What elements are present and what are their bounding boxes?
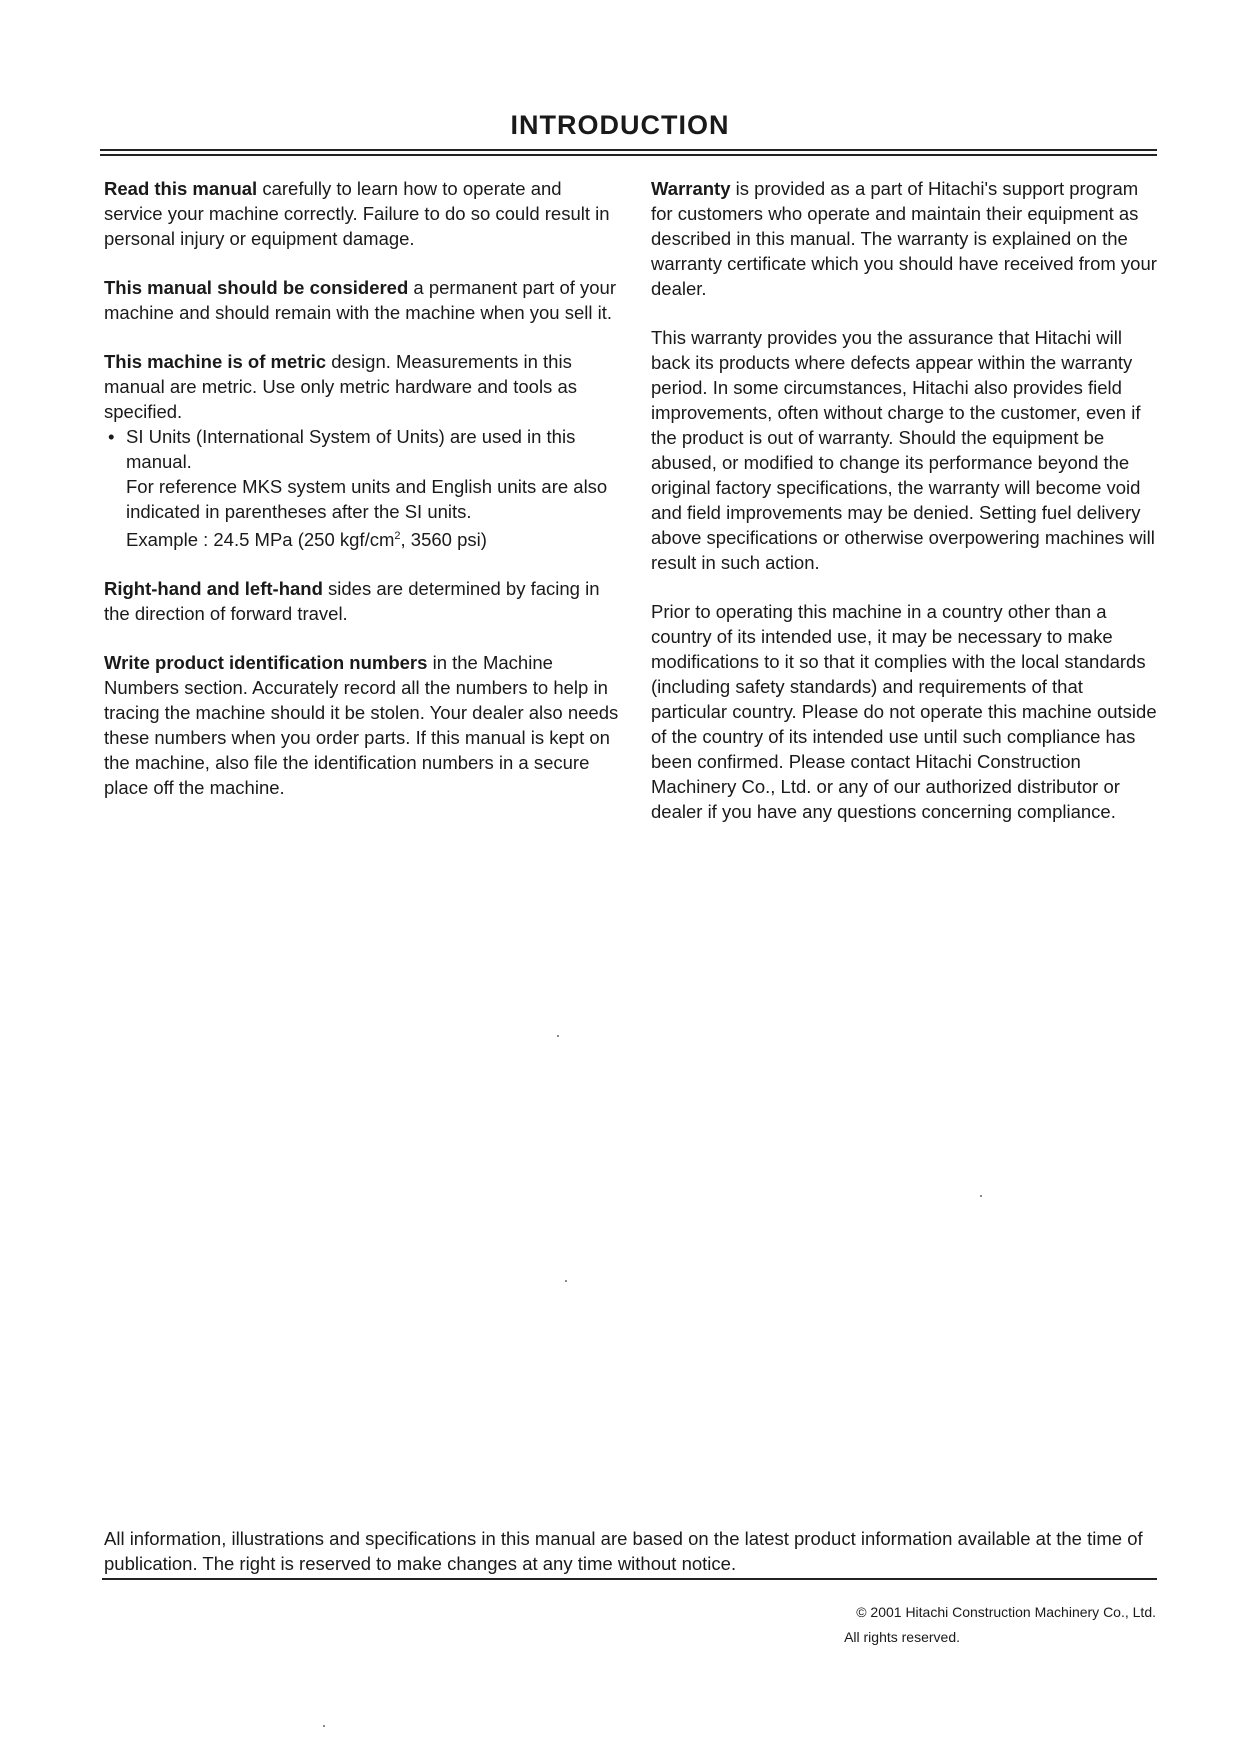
page-title: INTRODUCTION <box>510 110 730 140</box>
identification-heading: Write product identification numbers <box>104 652 428 674</box>
si-units-line: • SI Units (International System of Units) are used in this manual. <box>126 426 576 472</box>
scan-speck <box>557 1035 559 1037</box>
units-example-line <box>126 524 624 552</box>
si-units-list <box>104 424 624 552</box>
scan-speck <box>323 1725 325 1727</box>
left-column <box>104 176 624 824</box>
units-example-post: , 3560 psi) <box>400 529 487 551</box>
identification-paragraph <box>104 650 624 800</box>
permanent-part-paragraph <box>104 275 624 325</box>
country-compliance-paragraph: Prior to operating this machine in a country other than a country of its intended use, it may be necessary to make modifications to it so that it complies with the local standards (including safety standards) and requirements of that particular country. Please do not operate this machine outside of the country of its intended use until such compliance has been confirmed. Please contact Hitachi Construction Machinery Co., Ltd. or any of our authorized distributor or dealer if you have any questions concerning compliance. <box>651 601 1157 822</box>
si-units-item <box>104 424 624 552</box>
right-column <box>651 176 1161 848</box>
title-rule-lower <box>100 154 1157 156</box>
permanent-part-text: a permanent part of your machine and should remain with the machine when you sell it. <box>104 277 617 323</box>
identification-text: in the Machine Numbers section. Accurately record all the numbers to help in tracing the machine should it be stolen. Your dealer also needs these numbers when you order parts. If this manual is kept on the machine, also file the identification numbers in a secure place off the machine. <box>104 652 619 799</box>
copyright-block <box>700 1600 1156 1650</box>
rights-line: All rights reserved. <box>844 1629 960 1645</box>
metric-design-text: design. Measurements in this manual are metric. Use only metric hardware and tools as specified. <box>104 351 577 422</box>
scan-speck <box>980 1195 982 1197</box>
warranty-heading: Warranty <box>651 178 731 199</box>
footer-rule <box>102 1578 1157 1580</box>
sides-paragraph <box>104 576 624 626</box>
copyright-line: © 2001 Hitachi Construction Machinery Co., Ltd. <box>856 1604 1156 1620</box>
warranty-assurance-paragraph: This warranty provides you the assurance that Hitachi will back its products where defects appear within the warranty period. In some circumstances, Hitachi also provides field improvements, often without charge to the customer, even if the product is out of warranty. Should the equipment be abused, or modified to change its performance beyond the original factory specifications, the warranty will become void and field improvements may be denied. Setting fuel delivery above specifications or otherwise overpowering machines will result in such action. <box>651 327 1155 573</box>
sides-heading: Right-hand and left-hand <box>104 578 323 600</box>
permanent-part-heading: This manual should be considered <box>104 277 409 298</box>
disclaimer-note: All information, illustrations and specifications in this manual are based on the latest product information available at the time of publication. The right is reserved to make changes at any time without notice. <box>104 1528 1143 1574</box>
units-example-superscript: 2 <box>394 530 401 542</box>
sides-text: sides are determined by facing in the direction of forward travel. <box>104 578 600 625</box>
metric-design-paragraph <box>104 349 624 424</box>
read-manual-paragraph <box>104 176 624 251</box>
read-manual-text: carefully to learn how to operate and service your machine correctly. Failure to do so could result in personal injury or equipment damage. <box>104 178 610 249</box>
scan-speck <box>565 1280 567 1282</box>
metric-design-heading: This machine is of metric <box>104 351 327 372</box>
read-manual-heading: Read this manual <box>104 178 258 199</box>
units-example-pre: Example : 24.5 MPa (250 kgf/cm <box>126 529 395 551</box>
warranty-paragraph <box>651 176 1161 301</box>
warranty-text: is provided as a part of Hitachi's support program for customers who operate and maintain their equipment as described in this manual. The warranty is explained on the warranty certificate which you should have received from your dealer. <box>651 178 1157 299</box>
mks-units-line: For reference MKS system units and English units are also indicated in parentheses after the SI units. <box>126 476 608 522</box>
title-rule-upper <box>100 149 1157 151</box>
